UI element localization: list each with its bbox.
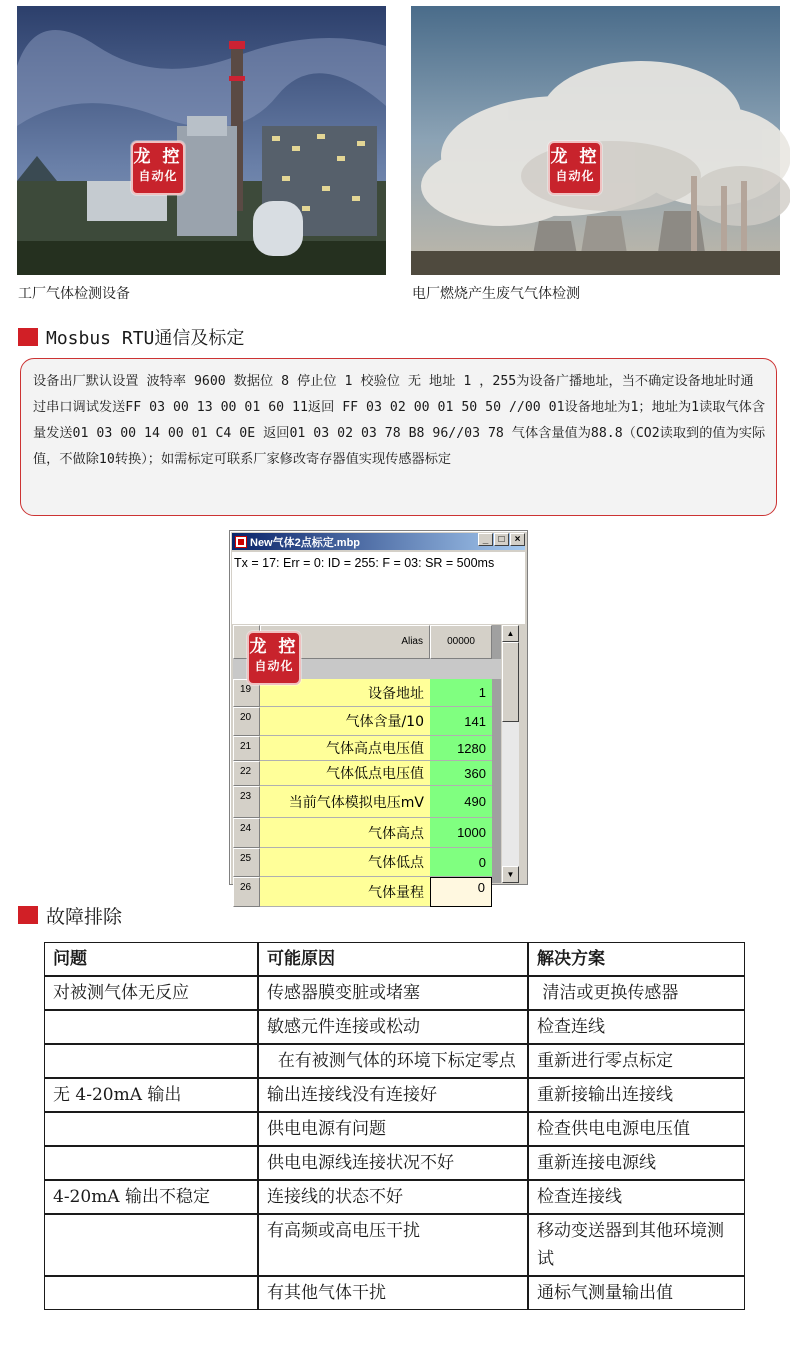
maximize-button[interactable]: □ <box>494 533 509 546</box>
table-row <box>44 1044 745 1078</box>
register-row[interactable] <box>233 761 501 786</box>
watermark-badge: 龙 控 自动化 <box>247 631 301 685</box>
cell-problem: 4-20mA 输出不稳定 <box>44 1180 258 1214</box>
row-value[interactable]: 0 <box>430 848 492 877</box>
row-alias: 气体量程 <box>260 877 430 907</box>
table-row <box>44 1276 745 1310</box>
register-row[interactable] <box>233 707 501 736</box>
cell-solution: 通标气测量输出值 <box>528 1276 745 1310</box>
power-plant-photo-caption: 电厂燃烧产生废气气体检测 <box>412 286 580 302</box>
cell-solution: 清洁或更换传感器 <box>528 976 745 1010</box>
scroll-up-arrow-icon[interactable]: ▲ <box>502 625 519 642</box>
row-value[interactable]: 360 <box>430 761 492 786</box>
close-button[interactable]: × <box>510 533 525 546</box>
table-row <box>44 1112 745 1146</box>
row-value[interactable]: 490 <box>430 786 492 818</box>
cell-solution: 移动变送器到其他环境测试 <box>528 1214 745 1276</box>
row-alias: 气体高点 <box>260 818 430 848</box>
row-number: 26 <box>233 877 260 907</box>
window-title: New气体2点标定.mbp <box>250 536 361 549</box>
cell-cause: 输出连接线没有连接好 <box>258 1078 528 1112</box>
fault-section-title: 故障排除 <box>46 905 123 928</box>
factory-photo-caption: 工厂气体检测设备 <box>18 286 130 302</box>
vertical-scrollbar[interactable] <box>502 625 519 883</box>
cell-solution: 重新进行零点标定 <box>528 1044 745 1078</box>
row-number: 20 <box>233 707 260 736</box>
header-problem: 问题 <box>44 942 258 976</box>
table-row <box>44 1214 745 1276</box>
factory-photo <box>17 6 386 275</box>
cell-cause: 供电电源有问题 <box>258 1112 528 1146</box>
row-value[interactable]: 1000 <box>430 818 492 848</box>
fault-section-header <box>18 904 122 926</box>
header-cause: 可能原因 <box>258 942 528 976</box>
table-row <box>44 1078 745 1112</box>
scroll-thumb[interactable] <box>502 642 519 722</box>
row-number: 24 <box>233 818 260 848</box>
cell-cause: 有其他气体干扰 <box>258 1276 528 1310</box>
watermark-badge: 龙 控 自动化 <box>548 141 602 195</box>
cell-solution: 重新连接电源线 <box>528 1146 745 1180</box>
cell-problem <box>44 1112 258 1146</box>
table-row <box>44 1010 745 1044</box>
status-line: Tx = 17: Err = 0: ID = 255: F = 03: SR = 500ms <box>232 552 525 574</box>
register-row[interactable] <box>233 818 501 848</box>
window-controls <box>478 533 525 546</box>
protocol-section-title: Mosbus RTU通信及标定 <box>46 328 245 349</box>
cell-problem <box>44 1146 258 1180</box>
fault-table <box>44 942 745 1310</box>
row-value[interactable]: 1280 <box>430 736 492 761</box>
modbus-poll-window[interactable] <box>229 530 528 901</box>
table-row <box>44 976 745 1010</box>
header-solution: 解决方案 <box>528 942 745 976</box>
cell-cause: 敏感元件连接或松动 <box>258 1010 528 1044</box>
row-value[interactable]: 141 <box>430 707 492 736</box>
cell-solution: 检查供电电源电压值 <box>528 1112 745 1146</box>
register-row[interactable] <box>233 848 501 877</box>
protocol-description-box <box>20 358 777 516</box>
register-row[interactable] <box>233 786 501 818</box>
cell-problem <box>44 1010 258 1044</box>
cell-solution: 检查连线 <box>528 1010 745 1044</box>
app-icon <box>235 536 247 548</box>
cell-solution: 检查连接线 <box>528 1180 745 1214</box>
table-header-row <box>44 942 745 976</box>
cell-problem <box>44 1214 258 1276</box>
cell-problem <box>44 1276 258 1310</box>
row-number: 21 <box>233 736 260 761</box>
row-number: 25 <box>233 848 260 877</box>
watermark-badge: 龙 控 自动化 <box>131 141 185 195</box>
cell-solution: 重新接输出连接线 <box>528 1078 745 1112</box>
section-marker <box>18 328 38 346</box>
register-row[interactable] <box>233 877 501 907</box>
row-alias: 气体含量/10 <box>260 707 430 736</box>
row-alias: 设备地址 <box>260 679 430 707</box>
protocol-description: 设备出厂默认设置 波特率 9600 数据位 8 停止位 1 校验位 无 地址 1 ，255为设备广播地址，当不确定设备地址时通过串口调试发送FF 03 00 13 00 01 60 11返回 FF 03 02 00 01 50 50 //00 01设备地址为1；地址为1读取气体含量发送01 03 00 14 00 01 C4 0E 返回01 03 02 03 78 B8 96//03 78 气体含量值为88.8（CO2读取到的值为实际值，不做除10转换）；如需标定可联系厂家修改寄存器值实现传感器标定 <box>33 374 766 467</box>
row-value[interactable]: 1 <box>430 679 492 707</box>
header-alias: Alias <box>260 625 430 659</box>
cell-cause: 有高频或高电压干扰 <box>258 1214 528 1276</box>
register-row[interactable] <box>233 736 501 761</box>
cell-problem: 对被测气体无反应 <box>44 976 258 1010</box>
scroll-down-arrow-icon[interactable]: ▼ <box>502 866 519 883</box>
row-number: 19 <box>233 679 260 707</box>
cell-cause: 连接线的状态不好 <box>258 1180 528 1214</box>
window-blank-area <box>232 574 525 624</box>
header-value: 00000 <box>430 625 492 659</box>
cell-cause: 传感器膜变脏或堵塞 <box>258 976 528 1010</box>
cell-problem <box>44 1044 258 1078</box>
row-number: 22 <box>233 761 260 786</box>
cell-cause: 在有被测气体的环境下标定零点 <box>258 1044 528 1078</box>
row-number: 23 <box>233 786 260 818</box>
row-value-editing[interactable]: 0 <box>430 877 492 907</box>
power-plant-photo <box>411 6 780 275</box>
table-row <box>44 1180 745 1214</box>
minimize-button[interactable]: _ <box>478 533 493 546</box>
row-alias: 气体低点电压值 <box>260 761 430 786</box>
row-alias: 气体低点 <box>260 848 430 877</box>
section-marker <box>18 906 38 924</box>
table-row <box>44 1146 745 1180</box>
row-alias: 气体高点电压值 <box>260 736 430 761</box>
protocol-section-header <box>18 326 244 348</box>
cell-cause: 供电电源线连接状况不好 <box>258 1146 528 1180</box>
cell-problem: 无 4-20mA 输出 <box>44 1078 258 1112</box>
row-alias: 当前气体模拟电压mV <box>260 786 430 818</box>
